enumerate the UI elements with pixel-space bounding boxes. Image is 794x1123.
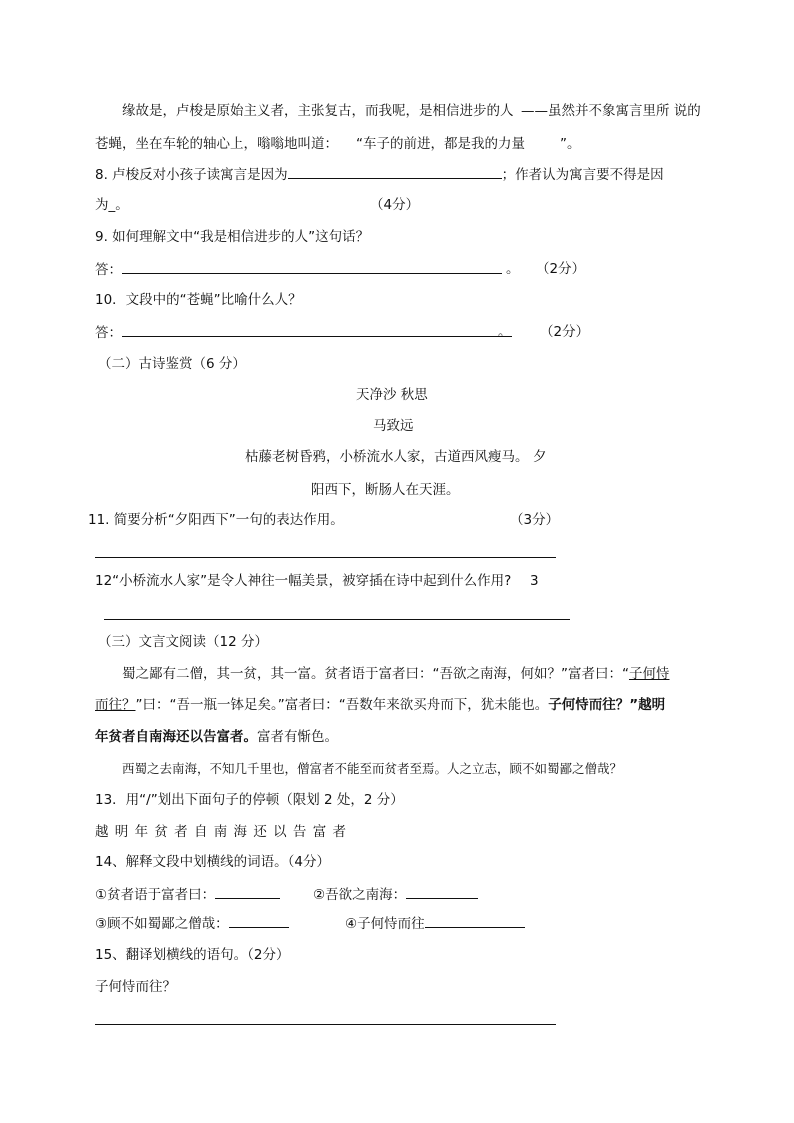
- classical-para-line-1: [122, 664, 669, 684]
- underlined-phrase: 子何恃: [628, 666, 670, 682]
- answer-blank-14-4[interactable]: [425, 913, 525, 928]
- question-8-suffix: ；作者认为寓言要不得是因: [501, 167, 664, 183]
- passage-line-2-quote: “车子的前进，都是我的力量: [356, 136, 525, 152]
- question-11: 11. 简要分析“夕阳西下”一句的表达作用。: [88, 512, 344, 528]
- item-1-label: ①贫者语于富者曰：: [95, 887, 216, 903]
- underlined-phrase: 而往？: [95, 697, 136, 713]
- answer-blank-14-1[interactable]: [215, 884, 280, 899]
- question-12: 12“小桥流水人家”是令人神往一幅美景，被穿插在诗中起到什么作用?: [95, 573, 512, 589]
- question-14: 14、解释文段中划横线的词语。（4分）: [95, 854, 331, 870]
- question-14-item-4: [345, 913, 525, 934]
- question-9-answer: [95, 259, 502, 280]
- section-3-title: （三）文言文阅读（12 分）: [98, 634, 268, 650]
- answer-label-10: 答：: [95, 325, 122, 341]
- bold-phrase: 子何恃而往？”越明: [548, 697, 666, 713]
- question-8-prefix: 8. 卢梭反对小孩子读寓言是因为: [95, 167, 288, 183]
- poem-title: 天净沙 秋思: [356, 387, 428, 403]
- question-10-answer: [95, 322, 512, 343]
- answer-label-9: 答：: [95, 262, 122, 278]
- classical-para-line-4: 西蜀之去南海，不知几千里也，僧富者不能至而贫者至焉。人之立志，顾不如蜀鄙之僧哉？: [122, 761, 623, 776]
- passage-line-1-left: 缘故是，卢梭是原始主义者，主张复古，而我呢，是相信进步的人: [122, 103, 514, 119]
- answer-blank-10[interactable]: [122, 322, 512, 337]
- item-3-label: ③顾不如蜀鄙之僧哉：: [95, 916, 229, 932]
- poem-author: 马致远: [373, 418, 414, 434]
- question-13: 13．用“/”划出下面句子的停顿（限划 2 处，2 分）: [95, 792, 404, 808]
- answer-line-11[interactable]: [95, 557, 556, 558]
- classical-text: 富者有惭色。: [257, 729, 338, 745]
- answer-line-12[interactable]: [104, 619, 570, 620]
- question-9: 9. 如何理解文中“我是相信进步的人”这句话？: [95, 229, 370, 245]
- bold-phrase: 年贫者自南海还以告富者。: [95, 729, 257, 745]
- item-4-label: ④子何恃而往: [345, 916, 425, 932]
- section-2-title: （二）古诗鉴赏（6 分）: [98, 356, 246, 372]
- question-14-item-2: [313, 884, 478, 905]
- item-2-label: ②吾欲之南海：: [313, 887, 407, 903]
- question-10: 10．文段中的“苍蝇”比喻什么人？: [95, 292, 302, 308]
- question-8-line-2: 为_。: [95, 197, 129, 213]
- answer-blank-8a[interactable]: [288, 164, 502, 179]
- question-10-end: 。: [498, 324, 512, 340]
- classical-text: 蜀之鄙有二僧，其一贫，其一富。贫者语于富者曰：“吾欲之南海，何如？”富者曰：“: [122, 666, 629, 682]
- answer-line-15[interactable]: [95, 1024, 556, 1025]
- passage-line-1-right: ——虽然并不象寓言里所 说的: [521, 103, 701, 119]
- question-8-score: （4分）: [370, 197, 420, 213]
- poem-line-1: 枯藤老树昏鸦，小桥流水人家，古道西风瘦马。: [245, 449, 529, 465]
- answer-blank-9[interactable]: [122, 259, 502, 274]
- question-12-score: 3: [530, 573, 539, 589]
- question-8: [95, 164, 664, 185]
- passage-line-1: [122, 101, 514, 121]
- question-9-score: （2分）: [536, 261, 586, 277]
- answer-blank-14-2[interactable]: [406, 884, 478, 899]
- question-14-item-3: [95, 913, 289, 934]
- poem-line-1-tail: 夕: [533, 449, 547, 465]
- question-11-score: （3分）: [510, 512, 560, 528]
- question-14-item-1: [95, 884, 280, 905]
- question-15-sentence: 子何恃而往？: [95, 979, 176, 995]
- passage-line-2: 苍蝇，坐在车轮的轴心上，嗡嗡地叫道：: [95, 136, 338, 152]
- classical-para-line-2: [95, 695, 665, 715]
- question-9-end: 。: [506, 261, 520, 277]
- question-15: 15、翻译划横线的语句。（2分）: [95, 947, 290, 963]
- classical-text: ”曰：“吾一瓶一钵足矣。”富者曰：“吾数年来欲买舟而下，犹未能也。: [135, 697, 549, 713]
- passage-line-2-end: ”。: [560, 136, 581, 152]
- answer-blank-14-3[interactable]: [229, 913, 289, 928]
- question-13-sentence: 越 明 年 贫 者 自 南 海 还 以 告 富 者: [95, 824, 347, 840]
- classical-para-line-3: [95, 727, 338, 747]
- question-10-score: （2分）: [540, 324, 590, 340]
- poem-line-2: 阳西下，断肠人在天涯。: [311, 482, 460, 498]
